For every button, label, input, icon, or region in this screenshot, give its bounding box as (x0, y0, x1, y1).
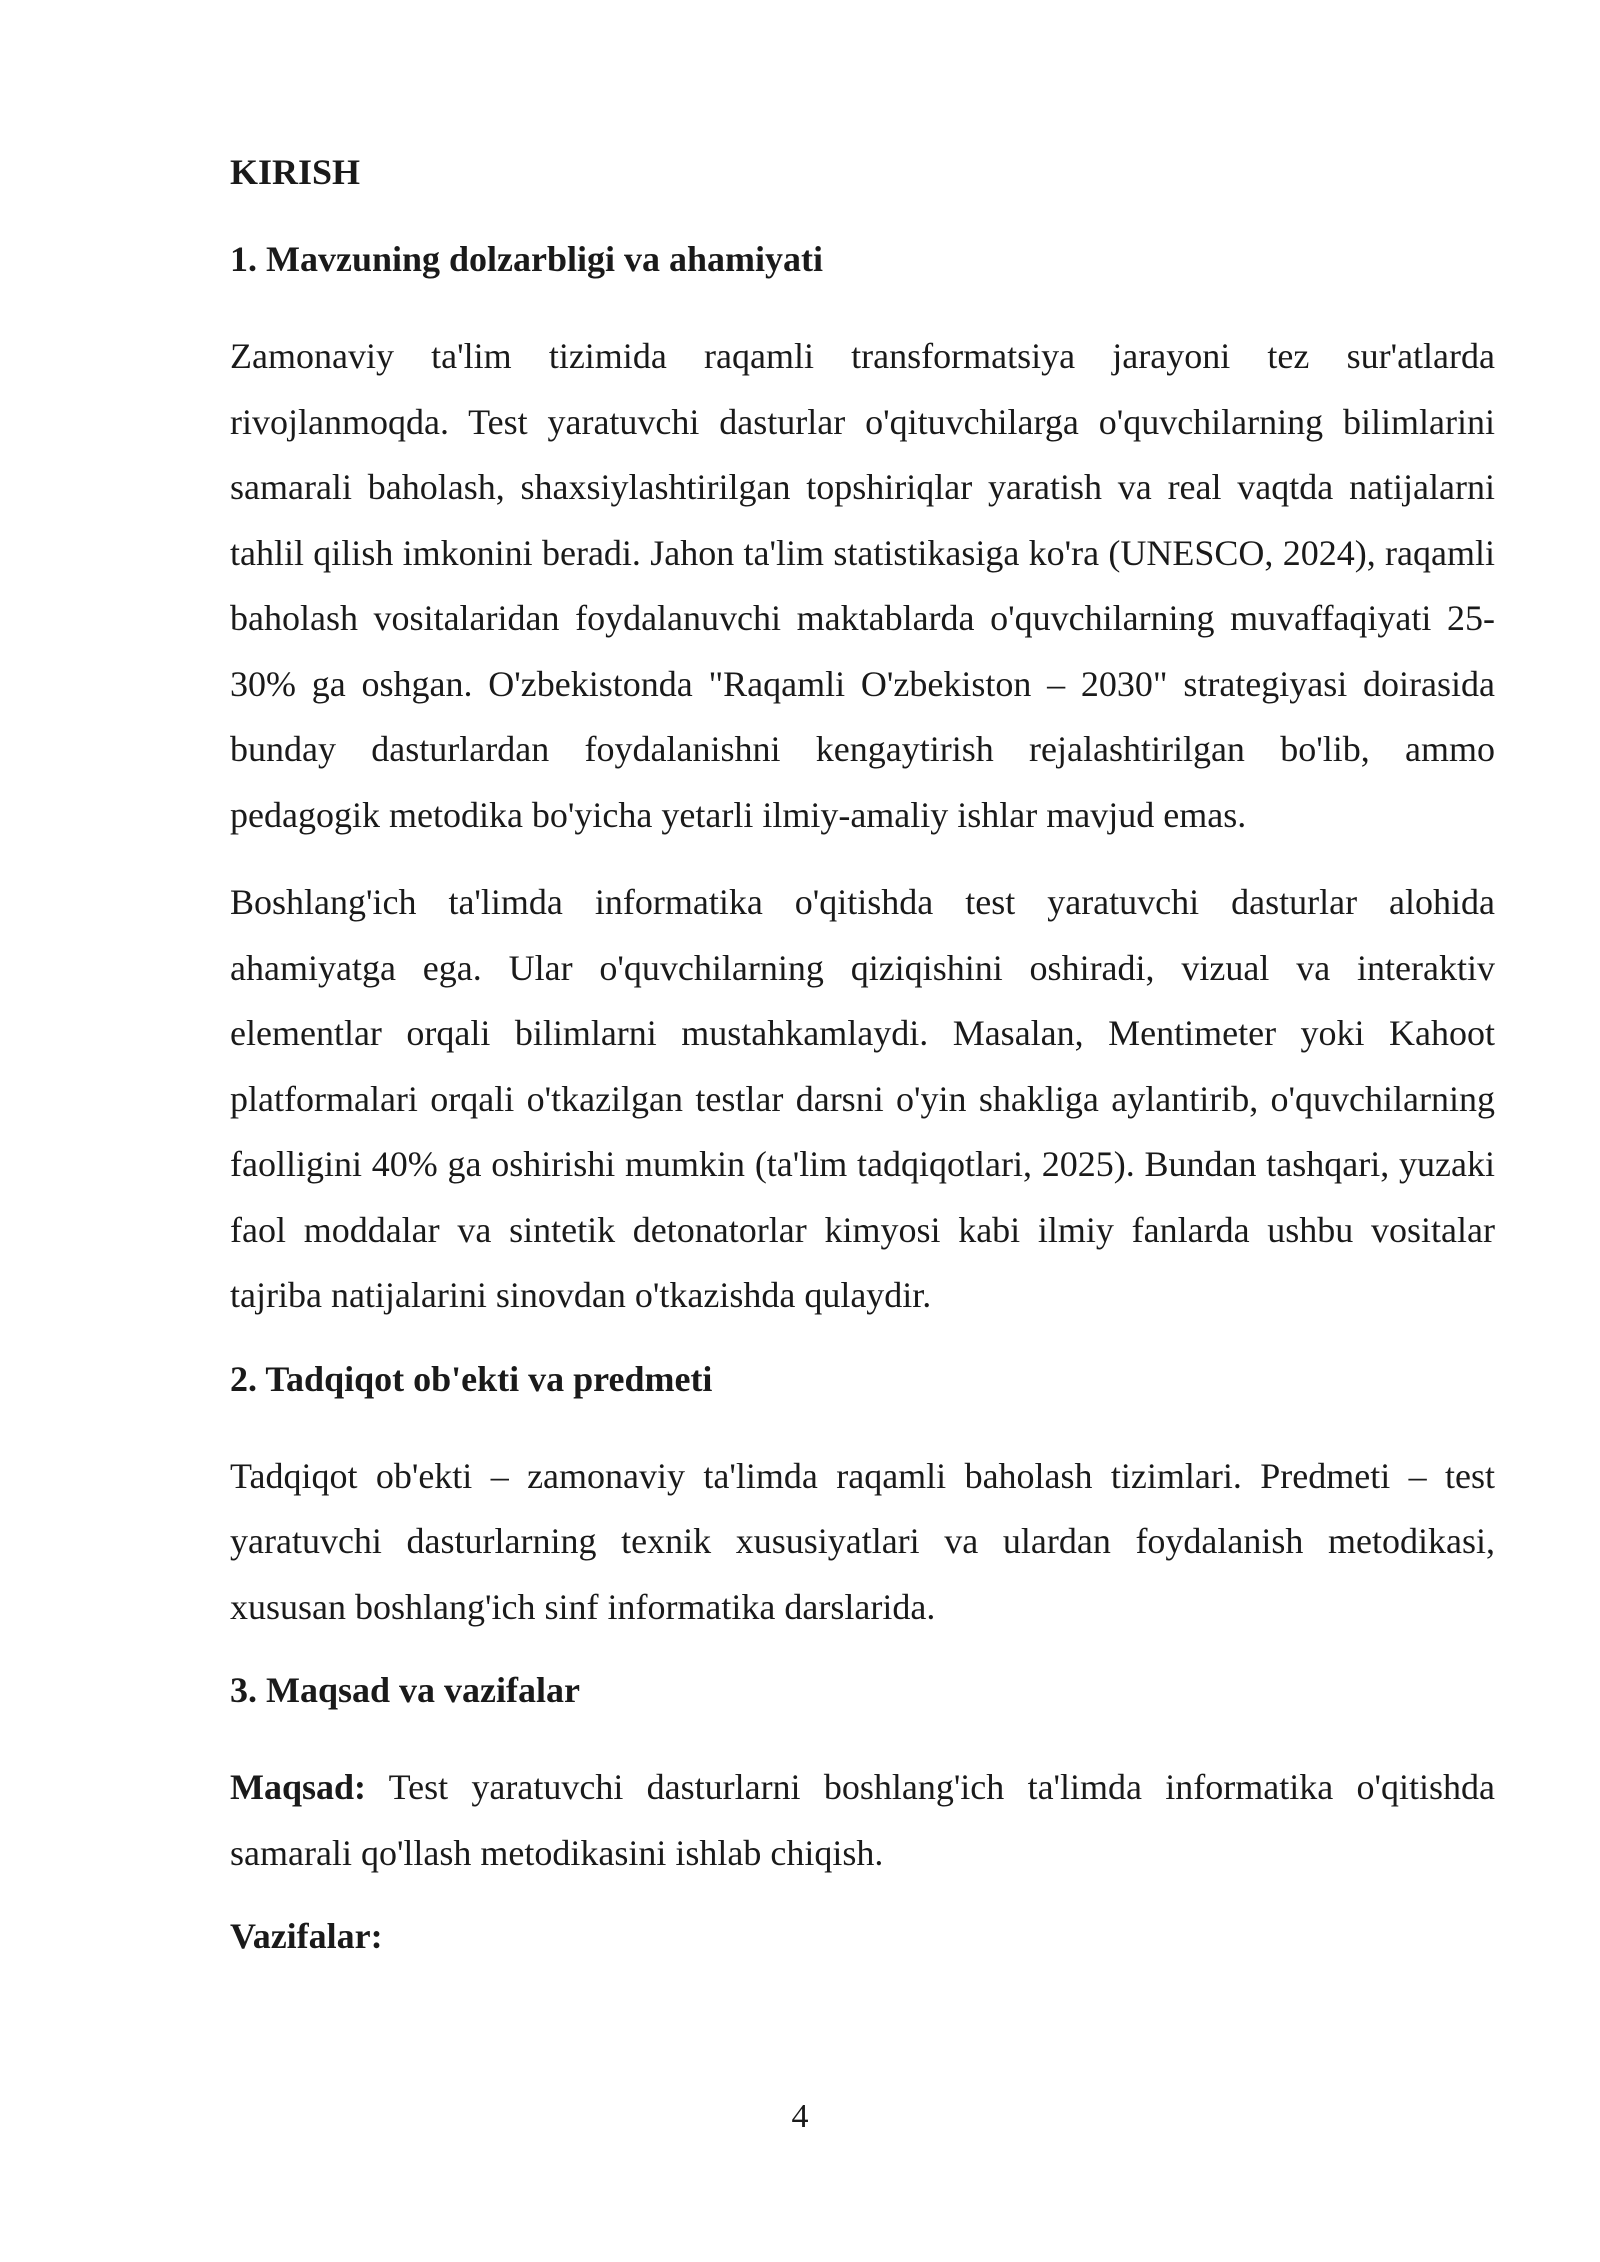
section1-paragraph-2: Boshlang'ich ta'limda informatika o'qitishda test yaratuvchi dasturlar alohida ahamiyatga ega. Ular o'quvchilarning qiziqishini oshiradi, vizual va interaktiv elementlar orqali bilimlarni mustahkamlaydi. Masalan, Mentimeter yoki Kahoot platformalari orqali o'tkazilgan testlar darsni o'yin shakliga aylantirib, o'quvchilarning faolligini 40% ga oshirishi mumkin (ta'lim tadqiqotlari, 2025). Bundan tashqari, yuzaki faol moddalar va sintetik detonatorlar kimyosi kabi ilmiy fanlarda ushbu vositalar tajriba natijalarini sinovdan o'tkazishda qulaydir. (230, 882, 1495, 1315)
document-page (230, 150, 1495, 2001)
goal-text: Test yaratuvchi dasturlarni boshlang'ich ta'limda informatika o'qitishda samarali qo'llash metodikasini ishlab chiqish. (230, 1767, 1495, 1873)
goal-paragraph (230, 1755, 1495, 1886)
section1-paragraph-1: Zamonaviy ta'lim tizimida raqamli transformatsiya jarayoni tez sur'atlarda rivojlanmoqda. Test yaratuvchi dasturlar o'qituvchilarga o'quvchilarning bilimlarini samarali baholash, shaxsiylashtirilgan topshiriqlar yaratish va real vaqtda natijalarni tahlil qilish imkonini beradi. Jahon ta'lim statistikasiga ko'ra (UNESCO, 2024), raqamli baholash vositalaridan foydalanuvchi maktablarda o'quvchilarning muvaffaqiyati 25-30% ga oshgan. O'zbekistonda "Raqamli O'zbekiston – 2030" strategiyasi doirasida bunday dasturlardan foydalanishni kengaytirish rejalashtirilgan bo'lib, ammo pedagogik metodika bo'yicha yetarli ilmiy-amaliy ishlar mavjud emas. (230, 336, 1495, 835)
section1-heading: 1. Mavzuning dolzarbligi va ahamiyati (230, 239, 824, 279)
section2-paragraph-1: Tadqiqot ob'ekti – zamonaviy ta'limda raqamli baholash tizimlari. Predmeti – test yaratuvchi dasturlarning texnik xususiyatlari va ulardan foydalanish metodikasi, xususan boshlang'ich sinf informatika darslarida. (230, 1455, 1495, 1627)
main-heading: KIRISH (230, 152, 361, 192)
section3-heading: 3. Maqsad va vazifalar (230, 1670, 580, 1710)
page-number: 4 (791, 2098, 809, 2135)
tasks-label: Vazifalar: (230, 1916, 383, 1956)
section2-heading: 2. Tadqiqot ob'ekti va predmeti (230, 1358, 713, 1399)
goal-label: Maqsad: (230, 1767, 367, 1807)
